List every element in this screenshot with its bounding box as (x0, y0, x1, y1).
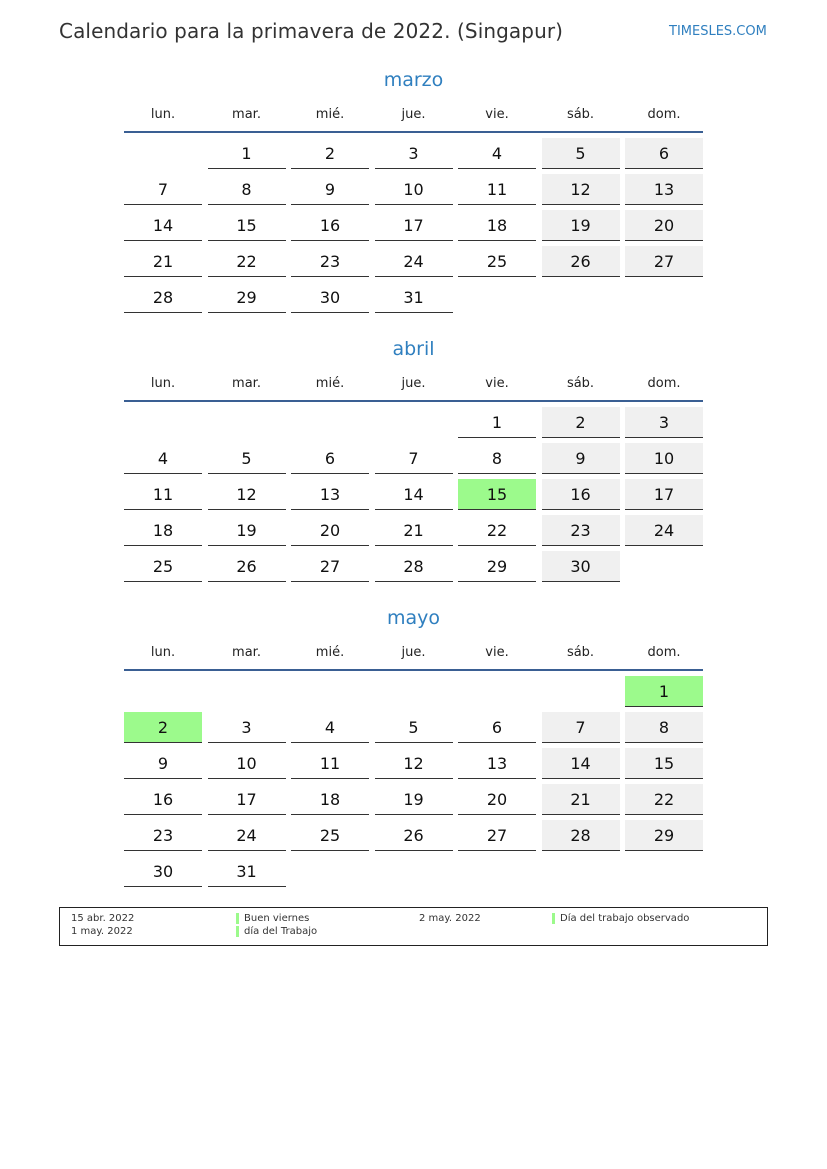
holiday-legend (59, 907, 768, 946)
weekday-label: sáb. (566, 375, 595, 391)
empty-day-cell (124, 676, 202, 707)
week-row (124, 676, 703, 712)
holiday-day-cell: 1 (625, 676, 703, 707)
weekend-day-cell: 20 (625, 210, 703, 241)
weekday-label: lun. (150, 644, 176, 660)
day-cell: 26 (208, 551, 286, 582)
weekend-day-cell: 29 (625, 820, 703, 851)
empty-day-cell (375, 407, 453, 438)
weekend-day-cell: 9 (542, 443, 620, 474)
day-cell: 4 (291, 712, 369, 743)
legend-date: 15 abr. 2022 (71, 913, 135, 924)
day-cell: 25 (124, 551, 202, 582)
day-cell: 18 (291, 784, 369, 815)
week-row (124, 748, 703, 784)
weekend-day-cell: 13 (625, 174, 703, 205)
weekend-day-cell: 12 (542, 174, 620, 205)
day-cell: 20 (458, 784, 536, 815)
empty-day-cell (542, 282, 620, 313)
weekend-day-cell: 30 (542, 551, 620, 582)
weekend-day-cell: 27 (625, 246, 703, 277)
holiday-color-swatch (236, 926, 239, 937)
weekday-label: mar. (232, 644, 261, 660)
month-title: abril (392, 338, 435, 360)
weekend-day-cell: 6 (625, 138, 703, 169)
weekday-label: mié. (315, 644, 345, 660)
legend-date: 1 may. 2022 (71, 926, 133, 937)
empty-day-cell (208, 676, 286, 707)
day-cell: 6 (458, 712, 536, 743)
weekend-day-cell: 21 (542, 784, 620, 815)
weekday-label: lun. (150, 375, 176, 391)
weekend-day-cell: 23 (542, 515, 620, 546)
weekday-label: sáb. (566, 644, 595, 660)
day-cell: 11 (291, 748, 369, 779)
day-cell: 27 (458, 820, 536, 851)
empty-day-cell (291, 407, 369, 438)
weekend-day-cell: 15 (625, 748, 703, 779)
day-cell: 11 (458, 174, 536, 205)
day-cell: 2 (291, 138, 369, 169)
week-row (124, 856, 703, 892)
week-row (124, 210, 703, 246)
day-cell: 30 (124, 856, 202, 887)
day-cell: 18 (124, 515, 202, 546)
day-cell: 13 (291, 479, 369, 510)
weekday-label: mar. (232, 375, 261, 391)
empty-day-cell (458, 676, 536, 707)
day-cell: 14 (124, 210, 202, 241)
empty-day-cell (458, 856, 536, 887)
month-mayo (124, 607, 703, 892)
day-cell: 5 (208, 443, 286, 474)
weekday-label: dom. (647, 644, 681, 660)
header-divider (124, 669, 703, 671)
site-link[interactable]: TIMESLES.COM (669, 24, 767, 39)
week-row (124, 784, 703, 820)
day-cell: 1 (208, 138, 286, 169)
day-cell: 3 (375, 138, 453, 169)
day-cell: 5 (375, 712, 453, 743)
week-row (124, 138, 703, 174)
day-cell: 25 (458, 246, 536, 277)
weekday-label: lun. (150, 106, 176, 122)
weekday-label: vie. (485, 106, 509, 122)
weekend-day-cell: 28 (542, 820, 620, 851)
day-cell: 22 (458, 515, 536, 546)
weekend-day-cell: 16 (542, 479, 620, 510)
empty-day-cell (625, 282, 703, 313)
day-cell: 25 (291, 820, 369, 851)
day-cell: 31 (375, 282, 453, 313)
week-row (124, 515, 703, 551)
holiday-day-cell: 15 (458, 479, 536, 510)
day-cell: 19 (375, 784, 453, 815)
week-row (124, 174, 703, 210)
weekday-label: vie. (485, 375, 509, 391)
weekend-day-cell: 5 (542, 138, 620, 169)
day-cell: 24 (208, 820, 286, 851)
month-title: marzo (383, 69, 444, 91)
weekday-label: dom. (647, 375, 681, 391)
day-cell: 17 (375, 210, 453, 241)
day-cell: 31 (208, 856, 286, 887)
day-cell: 9 (291, 174, 369, 205)
day-cell: 10 (375, 174, 453, 205)
day-cell: 8 (208, 174, 286, 205)
day-cell: 27 (291, 551, 369, 582)
weekend-day-cell: 14 (542, 748, 620, 779)
week-row (124, 712, 703, 748)
weekday-label: vie. (485, 644, 509, 660)
week-row (124, 820, 703, 856)
legend-date: 2 may. 2022 (419, 913, 481, 924)
day-cell: 29 (458, 551, 536, 582)
holiday-color-swatch (236, 913, 239, 924)
day-cell: 6 (291, 443, 369, 474)
header-divider (124, 131, 703, 133)
weekday-header (124, 366, 703, 400)
day-cell: 3 (208, 712, 286, 743)
week-row (124, 282, 703, 318)
weekday-header (124, 97, 703, 131)
weekday-label: mié. (315, 106, 345, 122)
empty-day-cell (458, 282, 536, 313)
weekend-day-cell: 7 (542, 712, 620, 743)
day-cell: 11 (124, 479, 202, 510)
day-cell: 7 (124, 174, 202, 205)
day-cell: 21 (124, 246, 202, 277)
day-cell: 8 (458, 443, 536, 474)
weekend-day-cell: 19 (542, 210, 620, 241)
day-cell: 22 (208, 246, 286, 277)
day-cell: 23 (124, 820, 202, 851)
day-cell: 29 (208, 282, 286, 313)
month-marzo (124, 69, 703, 318)
day-cell: 16 (124, 784, 202, 815)
holiday-color-swatch (552, 913, 555, 924)
legend-holiday-name: día del Trabajo (244, 926, 318, 937)
weekend-day-cell: 8 (625, 712, 703, 743)
day-cell: 24 (375, 246, 453, 277)
day-cell: 4 (124, 443, 202, 474)
empty-day-cell (124, 407, 202, 438)
weekend-day-cell: 2 (542, 407, 620, 438)
day-cell: 18 (458, 210, 536, 241)
weekday-label: jue. (401, 106, 426, 122)
week-row (124, 443, 703, 479)
day-cell: 17 (208, 784, 286, 815)
day-cell: 12 (375, 748, 453, 779)
day-cell: 10 (208, 748, 286, 779)
legend-holiday-name: Día del trabajo observado (560, 913, 690, 924)
week-row (124, 479, 703, 515)
week-row (124, 246, 703, 282)
empty-day-cell (208, 407, 286, 438)
day-cell: 16 (291, 210, 369, 241)
month-abril (124, 338, 703, 587)
weekday-label: mié. (315, 375, 345, 391)
day-cell: 4 (458, 138, 536, 169)
week-row (124, 407, 703, 443)
weekend-day-cell: 22 (625, 784, 703, 815)
weekday-label: jue. (401, 375, 426, 391)
weekend-day-cell: 26 (542, 246, 620, 277)
weekday-label: sáb. (566, 106, 595, 122)
day-cell: 13 (458, 748, 536, 779)
day-cell: 12 (208, 479, 286, 510)
weekday-label: dom. (647, 106, 681, 122)
weekend-day-cell: 3 (625, 407, 703, 438)
weekend-day-cell: 10 (625, 443, 703, 474)
day-cell: 1 (458, 407, 536, 438)
day-cell: 23 (291, 246, 369, 277)
empty-day-cell (291, 856, 369, 887)
empty-day-cell (542, 676, 620, 707)
empty-day-cell (124, 138, 202, 169)
day-cell: 15 (208, 210, 286, 241)
empty-day-cell (542, 856, 620, 887)
day-cell: 26 (375, 820, 453, 851)
weekend-day-cell: 17 (625, 479, 703, 510)
weekday-header (124, 635, 703, 669)
day-cell: 14 (375, 479, 453, 510)
day-cell: 28 (375, 551, 453, 582)
page-title: Calendario para la primavera de 2022. (Singapur) (59, 19, 564, 43)
day-cell: 21 (375, 515, 453, 546)
day-cell: 28 (124, 282, 202, 313)
day-cell: 20 (291, 515, 369, 546)
month-title: mayo (386, 607, 441, 629)
day-cell: 7 (375, 443, 453, 474)
holiday-day-cell: 2 (124, 712, 202, 743)
day-cell: 19 (208, 515, 286, 546)
header-divider (124, 400, 703, 402)
empty-day-cell (375, 856, 453, 887)
empty-day-cell (291, 676, 369, 707)
day-cell: 30 (291, 282, 369, 313)
weekend-day-cell: 24 (625, 515, 703, 546)
empty-day-cell (625, 856, 703, 887)
empty-day-cell (375, 676, 453, 707)
week-row (124, 551, 703, 587)
weekday-label: jue. (401, 644, 426, 660)
empty-day-cell (625, 551, 703, 582)
day-cell: 9 (124, 748, 202, 779)
weekday-label: mar. (232, 106, 261, 122)
legend-holiday-name: Buen viernes (244, 913, 310, 924)
